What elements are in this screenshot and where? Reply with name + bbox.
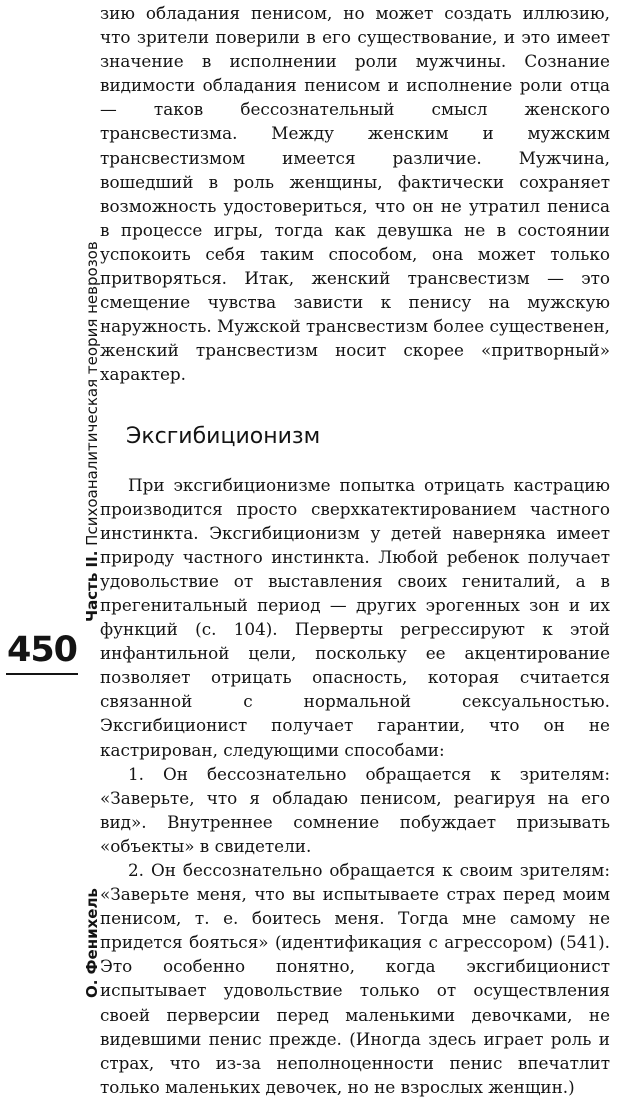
- running-header-title: Психоаналитическая теория неврозов: [83, 241, 101, 546]
- author-name: О. Фенихель: [83, 888, 101, 998]
- section-heading: Эксгибиционизм: [126, 423, 321, 449]
- list-item-1: 1. Он бессознательно обращается к зрителям: «Заверьте, что я обладаю пенисом, реагируя на его вид». Внутреннее сомнение побуждает призывать «объекты» в свидетели.: [100, 763, 610, 856]
- running-header: [84, 241, 101, 622]
- list-item-2: 2. Он бессознательно обращается к своим зрителям: «Заверьте меня, что вы испытываете страх перед моим пенисом, т. е. боитесь меня. Тогда мне самому не придется бояться» (идентификация с агрессором) (541). Это особенно понятно, когда эксгибиционист испытывает удовольствие только от осуществления своей перверсии перед маленькими девочками, не видевшими пенис прежде. (Иногда здесь играет роль и страх, что из-за неполноценности пенис впечатлит только маленьких девочек, но не взрослых женщин.): [100, 860, 610, 1097]
- page-body: [100, 1, 610, 1099]
- page-number-rule: [6, 673, 78, 675]
- paragraph-continued: зию обладания пенисом, но может создать иллюзию, что зрители поверили в его существование, и это имеет значение в исполнении роли мужчины. Сознание видимости обладания пенисом и исполнение роли отца — таков бессознательный смысл женского трансвестизма. Между женским и мужским трансвестизмом имеется различие. Мужчина, вошедший в роль женщины, фактически сохраняет возможность удостовериться, что он не утратил пениса в процессе игры, тогда как девушка не в состоянии успокоить себя таким способом, она может только притворяться. Итак, женский трансвестизм — это смещение чувства зависти к пенису на мужскую наружность. Мужской трансвестизм более существенен, женский трансвестизм носит скорее «притворный» характер.: [100, 3, 610, 385]
- running-header-part: Часть II.: [83, 550, 101, 622]
- page-number: 450: [6, 630, 78, 670]
- paragraph: При эксгибиционизме попытка отрицать кастрацию производится просто сверхкатектированием частного инстинкта. Эксгибиционизм у детей наверняка имеет природу частного инстинкта. Любой ребенок получает удовольствие от выставления своих гениталий, а в прегенитальный период — других эрогенных зон и их функций (с. 104). Перверты регрессируют к этой инфантильной цели, поскольку ее акцентирование позволяет отрицать опасность, которая считается связанной с нормальной сексуальностью. Эксгибиционист получает гарантии, что он не кастрирован, следующими способами:: [100, 474, 610, 760]
